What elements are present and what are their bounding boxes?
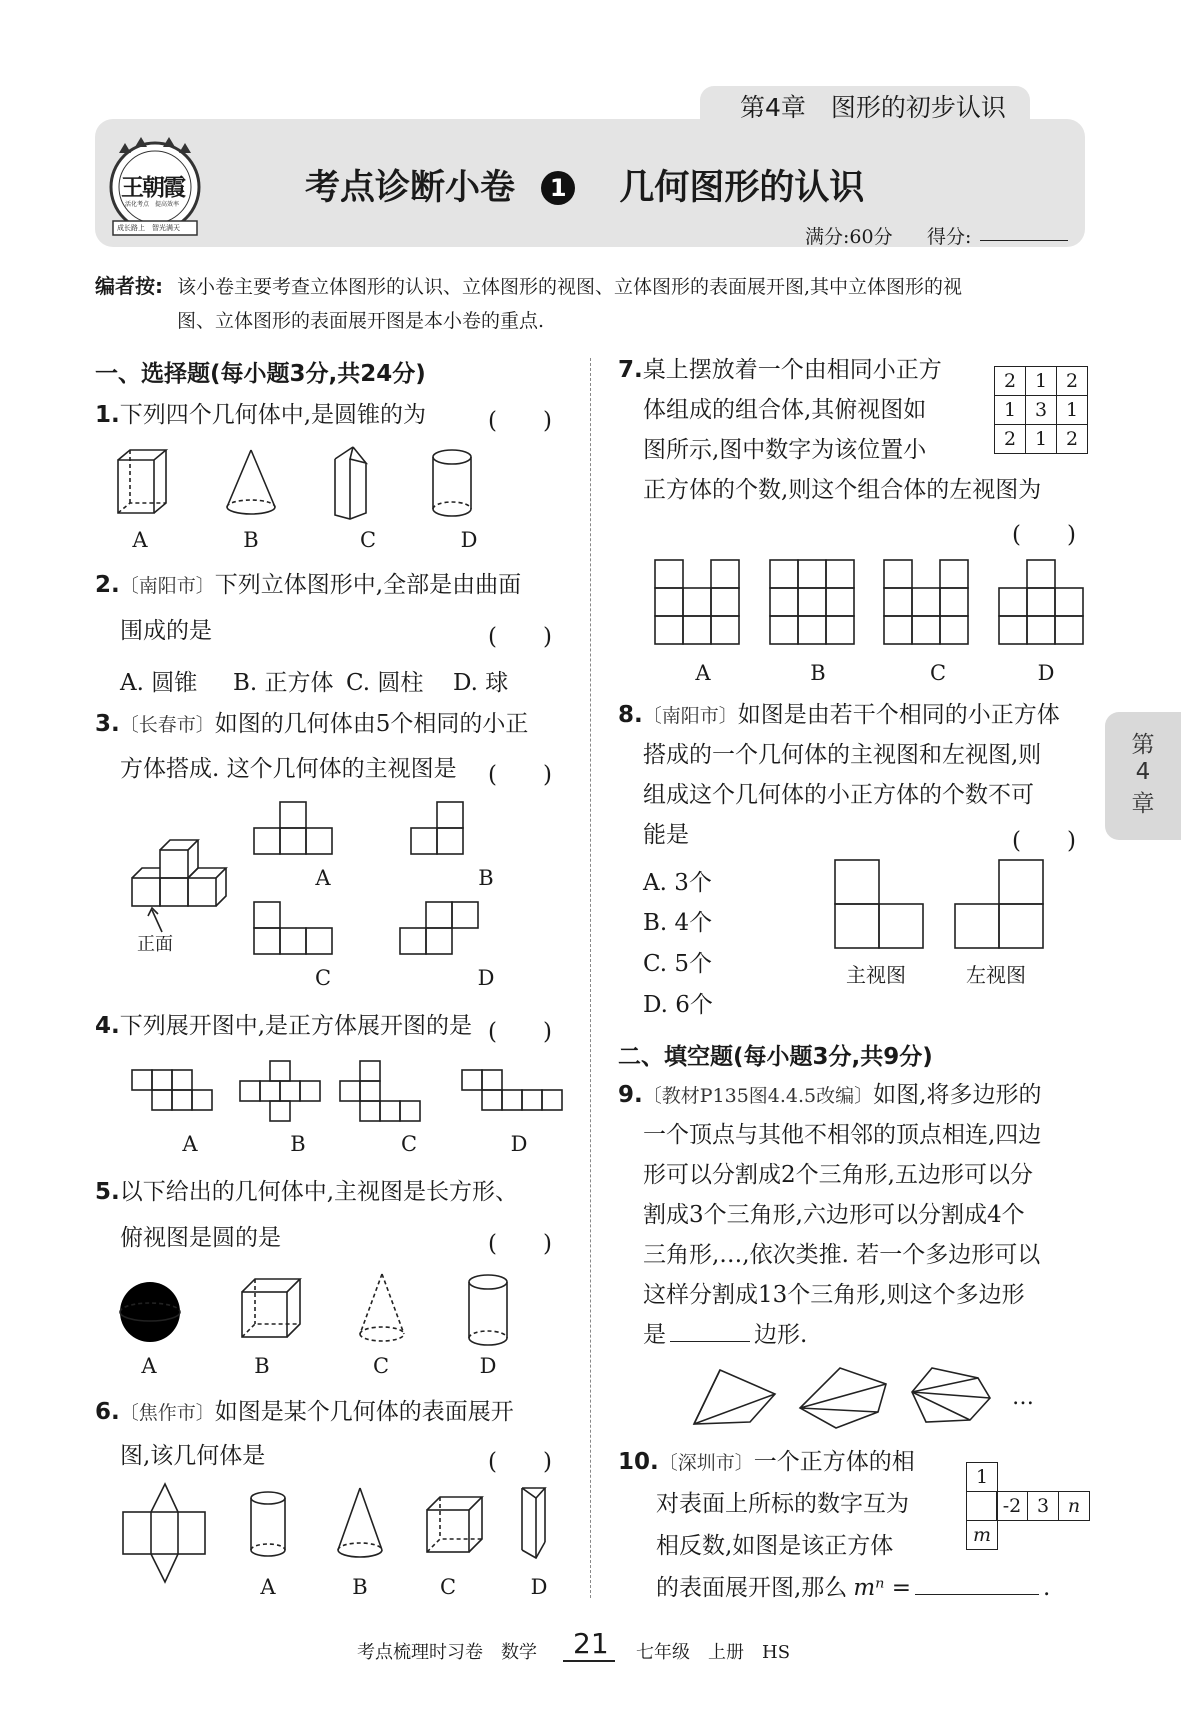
q6-cylinder-option [251, 1492, 285, 1556]
q3-front-label: 正面 [137, 934, 173, 955]
footer-right: 七年级 上册 HS [636, 1642, 791, 1663]
q10-line4: 的表面展开图,那么 mⁿ = . [656, 1568, 1050, 1608]
q5-label-b: B [254, 1354, 270, 1378]
q10-cell-n: n [1058, 1491, 1090, 1521]
q4: 4.下列展开图中,是正方体展开图的是 [95, 1013, 473, 1039]
q1-figures [110, 445, 550, 525]
q10-net [966, 1462, 1086, 1552]
q10-cell-m: m [966, 1520, 998, 1550]
score-field[interactable] [980, 240, 1068, 241]
q8-line3: 组成这个几何体的小正方体的个数不可 [643, 782, 1034, 808]
q10-cell-3: 3 [1027, 1491, 1059, 1521]
logo-sub1: 活化考点 提高效率 [125, 201, 180, 208]
q7-option-c-view [884, 560, 968, 644]
q10-cell-empty [966, 1491, 998, 1521]
q6-answer-paren[interactable]: ( ) [488, 1449, 552, 1475]
footer-left: 考点梳理时习卷 数学 [357, 1642, 537, 1663]
q3-label-b: B [478, 866, 494, 890]
q10-line2: 对表面上所标的数字互为 [656, 1491, 909, 1517]
q8-option-a: A. 3个 [643, 870, 712, 896]
q5-sphere-figure [120, 1282, 180, 1342]
logo-sub2: 成长路上 智光满天 [117, 224, 180, 232]
q3-label-a: A [315, 866, 331, 890]
q1-label-a: A [132, 528, 148, 552]
q6-cube-option [427, 1497, 482, 1552]
q4-net-a [132, 1070, 212, 1110]
q3-option-d-view [400, 902, 478, 954]
q10-cell-neg2: -2 [996, 1491, 1028, 1521]
section1-title: 一、选择题(每小题3分,共24分) [95, 361, 426, 387]
q3-answer-paren[interactable]: ( ) [488, 762, 552, 788]
q5-line2: 俯视图是圆的是 [120, 1225, 281, 1251]
q10: 10.〔深圳市〕一个正方体的相 [618, 1449, 915, 1475]
q8-option-b: B. 4个 [643, 910, 713, 936]
q9-line5: 三角形,…,依次类推. 若一个多边形可以 [643, 1242, 1041, 1268]
q7-answer-paren[interactable]: ( ) [1012, 522, 1076, 548]
full-score: 满分:60分 [805, 226, 893, 248]
q5-cylinder-figure [469, 1275, 507, 1345]
q7-line4: 正方体的个数,则这个组合体的左视图为 [643, 477, 1042, 503]
q7-label-c: C [929, 661, 947, 685]
q7-figures [650, 555, 1130, 655]
q8-front-view-label: 主视图 [846, 963, 906, 987]
q5-label-c: C [372, 1354, 390, 1378]
q5-label-a: A [141, 1354, 157, 1378]
q8-front-view [835, 860, 923, 948]
q3: 3.〔长春市〕如图的几何体由5个相同的小正 [95, 711, 529, 737]
editor-note-label: 编者按: [95, 274, 163, 298]
q9-line2: 一个顶点与其他不相邻的顶点相连,四边 [643, 1122, 1042, 1148]
q4-net-b [240, 1061, 320, 1121]
q6-cone-option [338, 1488, 382, 1557]
q2: 2.〔南阳市〕下列立体图形中,全部是由曲面 [95, 572, 522, 598]
q1: 1.下列四个几何体中,是圆锥的为 [95, 402, 427, 428]
q10-answer-blank[interactable] [915, 1568, 1039, 1595]
q6-net-figure [123, 1484, 205, 1582]
q3-label-c: C [314, 966, 332, 990]
q3-line2: 方体搭成. 这个几何体的主视图是 [120, 756, 457, 782]
q8-answer-paren[interactable]: ( ) [1012, 828, 1076, 854]
q1-cylinder-figure [433, 450, 471, 516]
q9-answer-blank[interactable] [670, 1317, 750, 1342]
q10-cell-1: 1 [966, 1462, 998, 1492]
q6: 6.〔焦作市〕如图是某个几何体的表面展开 [95, 1399, 514, 1425]
q7-label-b: B [810, 661, 826, 685]
score-label: 得分: [927, 226, 972, 248]
q9-line3: 形可以分割成2个三角形,五边形可以分 [643, 1162, 1033, 1188]
q7-option-a-view [655, 560, 739, 644]
q3-label-d: D [477, 966, 495, 990]
q9-hexagon [912, 1368, 990, 1422]
column-divider [590, 358, 591, 1598]
q4-label-a: A [182, 1132, 198, 1156]
chapter-label: 第4章 图形的初步认识 [740, 93, 1006, 122]
q2-line2: 围成的是 [120, 618, 212, 644]
q3-cube-solid [132, 840, 226, 932]
q9-pentagon [800, 1368, 886, 1428]
q8: 8.〔南阳市〕如图是由若干个相同的小正方体 [618, 702, 1060, 728]
q1-label-d: D [460, 528, 478, 552]
q2-option-a: A. 圆锥 [120, 670, 198, 696]
q8-left-view-label: 左视图 [966, 963, 1026, 987]
q9-ellipsis: … [1012, 1385, 1034, 1410]
q1-cone-figure [227, 450, 275, 514]
editor-note-line1: 该小卷主要考查立体图形的认识、立体图形的视图、立体图形的表面展开图,其中立体图形的视 [177, 276, 963, 298]
q4-label-c: C [400, 1132, 418, 1156]
q1-label-c: C [359, 528, 377, 552]
logo [105, 135, 205, 240]
q5-answer-paren[interactable]: ( ) [488, 1231, 552, 1257]
q9-line7: 是 边形. [643, 1315, 807, 1355]
q2-option-b: B. 正方体 [233, 670, 334, 696]
q4-label-b: B [290, 1132, 306, 1156]
q7-label-a: A [695, 661, 711, 685]
q6-label-b: B [352, 1575, 368, 1599]
editor-note-line2: 图、立体图形的表面展开图是本小卷的重点. [177, 310, 545, 332]
q4-figures [120, 1055, 580, 1125]
q6-line2: 图,该几何体是 [120, 1443, 266, 1469]
page-title: 考点诊断小卷 1 几何图形的认识 [305, 168, 865, 208]
q1-prism-figure [335, 447, 366, 519]
q8-option-c: C. 5个 [643, 951, 713, 977]
q7: 7.桌上摆放着一个由相同小正方 [618, 357, 942, 383]
q8-line4: 能是 [643, 822, 689, 848]
q6-label-a: A [260, 1575, 276, 1599]
q9-line6: 这样分割成13个三角形,则这个多边形 [643, 1282, 1025, 1308]
q6-figures [115, 1480, 575, 1590]
q5-label-d: D [479, 1354, 497, 1378]
q3-option-b-view [411, 802, 463, 854]
page-number: 21 [573, 1627, 609, 1660]
q4-label-d: D [510, 1132, 528, 1156]
q8-option-d: D. 6个 [643, 992, 713, 1018]
q3-option-a-view [254, 802, 332, 854]
q6-label-d: D [530, 1575, 548, 1599]
q7-top-view-grid: 2 1 2 1 3 1 2 1 2 [994, 366, 1088, 454]
q6-label-c: C [439, 1575, 457, 1599]
page-number-underline [563, 1660, 615, 1662]
logo-name: 王朝霞 [121, 174, 184, 201]
q2-option-d: D. 球 [453, 670, 509, 696]
chapter-side-tab: 第 4 章 [1105, 712, 1181, 840]
q7-label-d: D [1037, 661, 1055, 685]
q5: 5.以下给出的几何体中,主视图是长方形、 [95, 1179, 519, 1205]
q1-answer-paren[interactable]: ( ) [488, 408, 552, 434]
q7-option-d-view [999, 560, 1083, 644]
section2-title: 二、填空题(每小题3分,共9分) [618, 1044, 933, 1070]
q9-quadrilateral [694, 1370, 775, 1424]
q5-cone-figure [360, 1274, 404, 1341]
q8-left-view [955, 860, 1043, 948]
title-number-badge: 1 [541, 171, 575, 205]
q7-line3: 图所示,图中数字为该位置小 [643, 437, 927, 463]
q7-option-b-view [770, 560, 854, 644]
q7-line2: 体组成的组合体,其俯视图如 [643, 397, 927, 423]
q6-prism-option [522, 1488, 545, 1558]
q8-line2: 搭成的一个几何体的主视图和左视图,则 [643, 742, 1042, 768]
q4-answer-paren[interactable]: ( ) [488, 1019, 552, 1045]
q5-cube-figure [242, 1279, 300, 1337]
q3-figures [110, 800, 550, 980]
q8-views [830, 858, 1070, 958]
q2-answer-paren[interactable]: ( ) [488, 624, 552, 650]
q4-net-d [462, 1070, 562, 1110]
q9: 9.〔教材P135图4.4.5改编〕如图,将多边形的 [618, 1082, 1042, 1108]
q5-figures [110, 1270, 550, 1360]
q1-label-b: B [243, 528, 259, 552]
q2-option-c: C. 圆柱 [346, 670, 424, 696]
q9-line4: 割成3个三角形,六边形可以分割成4个 [643, 1202, 1025, 1228]
q10-line3: 相反数,如图是该正方体 [656, 1533, 894, 1559]
q3-option-c-view [254, 902, 332, 954]
q4-net-c [340, 1061, 420, 1121]
q1-cuboid-figure [118, 450, 166, 513]
